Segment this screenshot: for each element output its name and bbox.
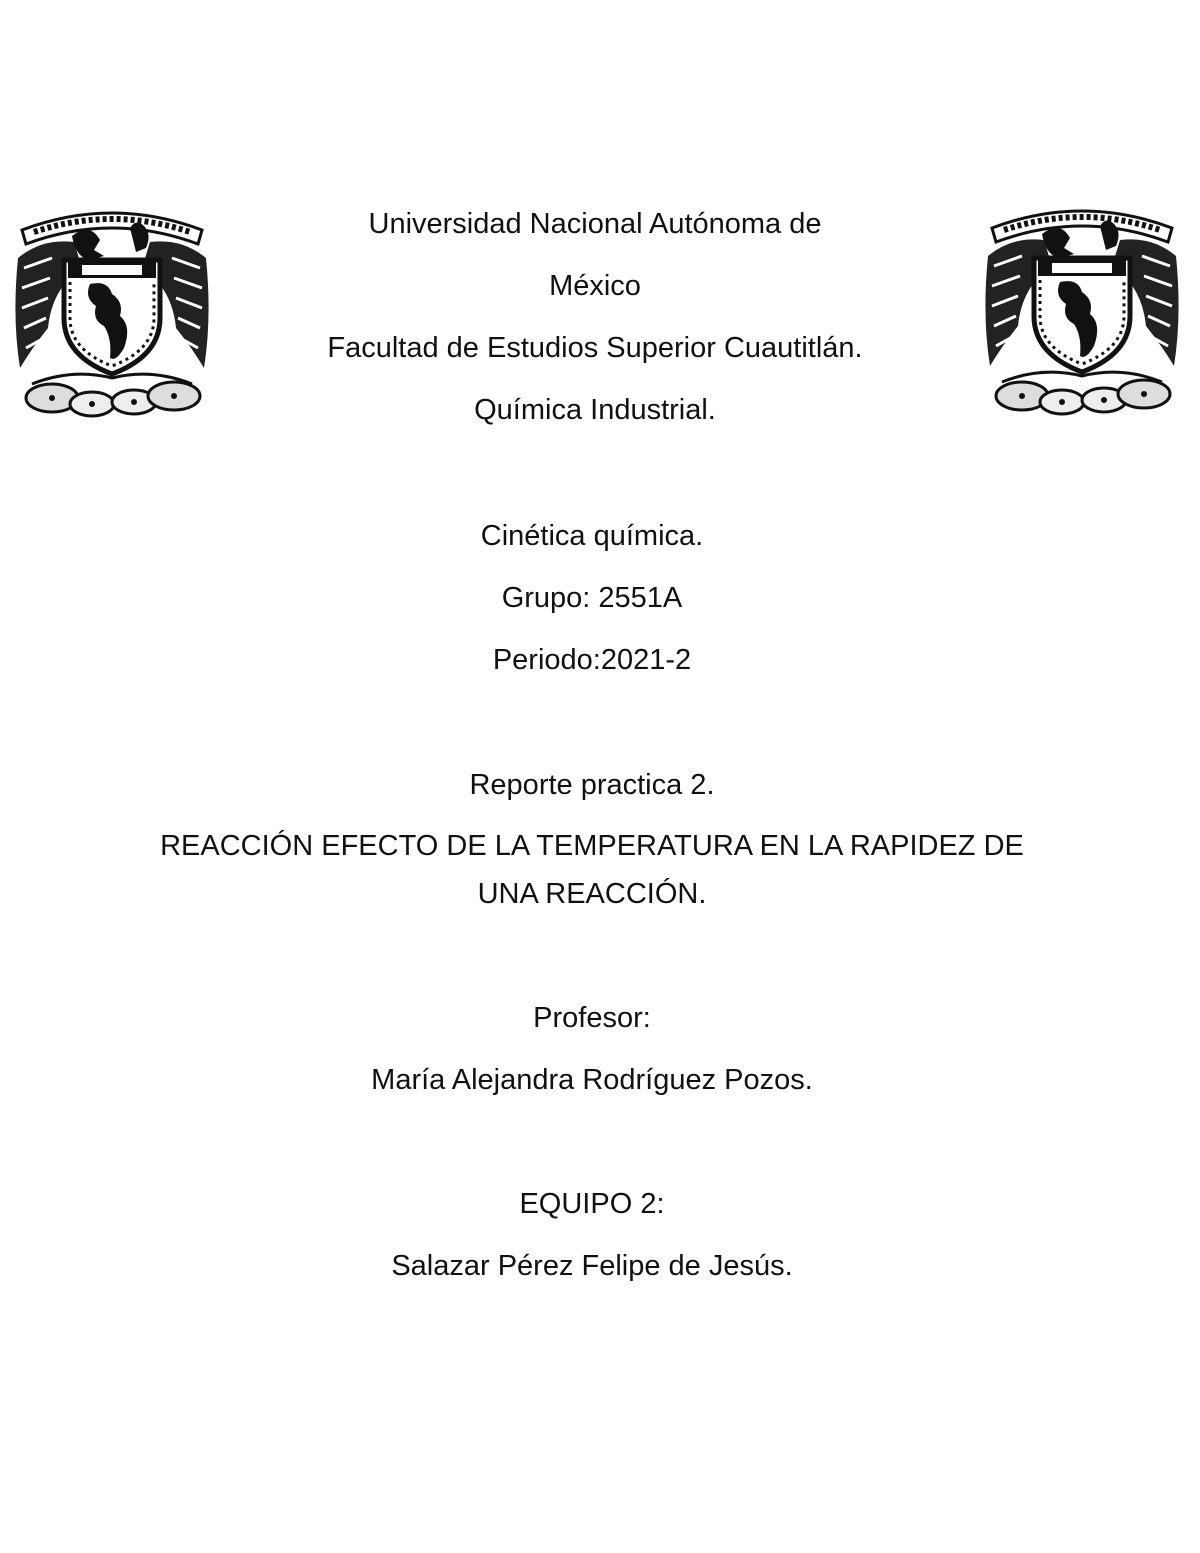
university-name-line2: México bbox=[549, 270, 641, 302]
group-label: Grupo: 2551A bbox=[501, 582, 683, 614]
faculty-name: Facultad de Estudios Superior Cuautitlán. bbox=[327, 332, 863, 364]
team-label: EQUIPO 2: bbox=[519, 1188, 665, 1220]
report-title-line1: REACCIÓN EFECTO DE LA TEMPERATURA EN LA RAPIDEZ DE bbox=[160, 830, 1024, 862]
report-label: Reporte practica 2. bbox=[469, 769, 715, 801]
report-title-line2: UNA REACCIÓN. bbox=[477, 878, 707, 910]
professor-label: Profesor: bbox=[533, 1002, 651, 1034]
subject-name: Cinética química. bbox=[480, 520, 704, 552]
career-name: Química Industrial. bbox=[474, 394, 716, 426]
period-label: Periodo:2021-2 bbox=[492, 644, 692, 676]
professor-name: María Alejandra Rodríguez Pozos. bbox=[371, 1064, 813, 1096]
team-member: Salazar Pérez Felipe de Jesús. bbox=[391, 1250, 793, 1282]
university-name-line1: Universidad Nacional Autónoma de bbox=[368, 208, 822, 240]
